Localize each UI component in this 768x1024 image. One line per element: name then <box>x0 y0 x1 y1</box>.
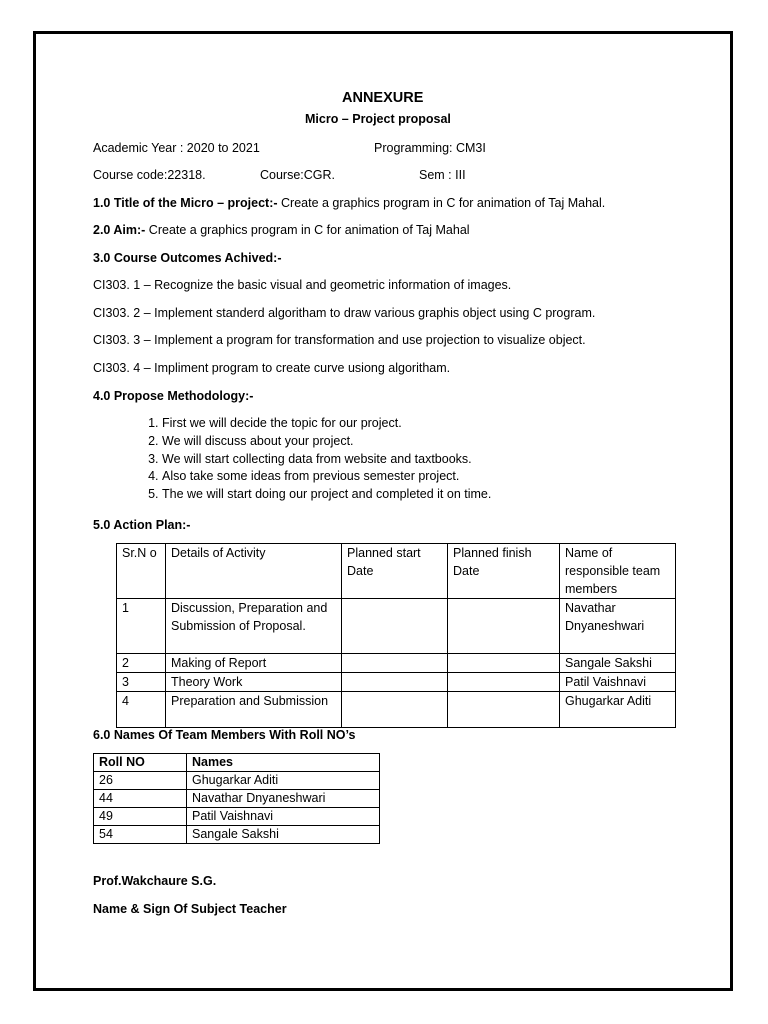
team-members-table <box>93 753 380 844</box>
table-cell <box>342 673 448 692</box>
table-cell: Patil Vaishnavi <box>187 808 380 826</box>
section-2-text: Create a graphics program in C for animation of Taj Mahal <box>145 223 470 237</box>
table-row <box>94 826 380 844</box>
teacher-name: Prof.Wakchaure S.G. <box>93 874 217 888</box>
table-cell: Sangale Sakshi <box>187 826 380 844</box>
section-6-label: 6.0 Names Of Team Members With Roll NO’s <box>93 728 356 742</box>
outcome-item: CI303. 4 – Impliment program to create curve usiong algoritham. <box>93 361 451 375</box>
table-cell: 2 <box>117 654 166 673</box>
table-cell: Making of Report <box>166 654 342 673</box>
column-header: Names <box>187 754 380 772</box>
table-row <box>117 599 676 654</box>
table-cell: Sangale Sakshi <box>560 654 676 673</box>
column-header: Planned start Date <box>342 544 448 599</box>
table-cell: 44 <box>94 790 187 808</box>
table-cell: 4 <box>117 692 166 728</box>
table-cell: 1 <box>117 599 166 654</box>
page-subtitle: Micro – Project proposal <box>305 112 451 126</box>
table-cell <box>448 673 560 692</box>
table-cell <box>448 599 560 654</box>
column-header: Planned finish Date <box>448 544 560 599</box>
outcome-item: CI303. 1 – Recognize the basic visual and geometric information of images. <box>93 278 512 292</box>
table-cell <box>448 692 560 728</box>
methodology-item: 3. We will start collecting data from website and taxtbooks. <box>162 451 491 469</box>
table-cell: Patil Vaishnavi <box>560 673 676 692</box>
table-row <box>117 654 676 673</box>
section-2-label: 2.0 Aim:- <box>93 223 146 237</box>
section-1-text: Create a graphics program in C for animation of Taj Mahal. <box>277 196 606 210</box>
table-cell: Navathar Dnyaneshwari <box>560 599 676 654</box>
table-cell: 54 <box>94 826 187 844</box>
column-header: Sr.N o <box>117 544 166 599</box>
table-cell: Theory Work <box>166 673 342 692</box>
column-header: Roll NO <box>94 754 187 772</box>
course-name: Course:CGR. <box>260 168 336 182</box>
methodology-list <box>138 415 491 504</box>
section-4-label: 4.0 Propose Methodology:- <box>93 389 254 403</box>
academic-year: Academic Year : 2020 to 2021 <box>93 141 260 155</box>
table-cell: Ghugarkar Aditi <box>560 692 676 728</box>
outcome-item: CI303. 2 – Implement standerd algoritham to draw various graphis object using C program. <box>93 306 596 320</box>
table-cell: Ghugarkar Aditi <box>187 772 380 790</box>
table-cell: Navathar Dnyaneshwari <box>187 790 380 808</box>
table-row <box>94 808 380 826</box>
table-row <box>94 790 380 808</box>
semester: Sem : III <box>419 168 466 182</box>
column-header: Details of Activity <box>166 544 342 599</box>
table-header-row <box>117 544 676 599</box>
section-aim-line <box>93 222 470 238</box>
section-title-line <box>93 195 605 211</box>
teacher-sign-label: Name & Sign Of Subject Teacher <box>93 902 287 916</box>
table-header-row <box>94 754 380 772</box>
table-cell: Preparation and Submission <box>166 692 342 728</box>
table-cell: 26 <box>94 772 187 790</box>
table-cell <box>342 692 448 728</box>
table-cell: 49 <box>94 808 187 826</box>
page-title: ANNEXURE <box>342 90 424 106</box>
section-3-label: 3.0 Course Outcomes Achived:- <box>93 251 282 265</box>
table-cell: Discussion, Preparation and Submission of Proposal. <box>166 599 342 654</box>
column-header: Name of responsible team members <box>560 544 676 599</box>
table-cell <box>342 599 448 654</box>
table-row <box>117 692 676 728</box>
table-cell: 3 <box>117 673 166 692</box>
methodology-item: 2. We will discuss about your project. <box>162 433 491 451</box>
programming: Programming: CM3I <box>374 141 486 155</box>
course-code: Course code:22318. <box>93 168 206 182</box>
methodology-item: 4. Also take some ideas from previous semester project. <box>162 468 491 486</box>
section-1-label: 1.0 Title of the Micro – project:- <box>93 196 278 210</box>
table-row <box>117 673 676 692</box>
methodology-item: 1. First we will decide the topic for our project. <box>162 415 491 433</box>
table-row <box>94 772 380 790</box>
action-plan-table <box>116 543 676 728</box>
outcome-item: CI303. 3 – Implement a program for transformation and use projection to visualize object. <box>93 333 586 347</box>
methodology-item: 5. The we will start doing our project and completed it on time. <box>162 486 491 504</box>
section-5-label: 5.0 Action Plan:- <box>93 518 191 532</box>
table-cell <box>448 654 560 673</box>
table-cell <box>342 654 448 673</box>
